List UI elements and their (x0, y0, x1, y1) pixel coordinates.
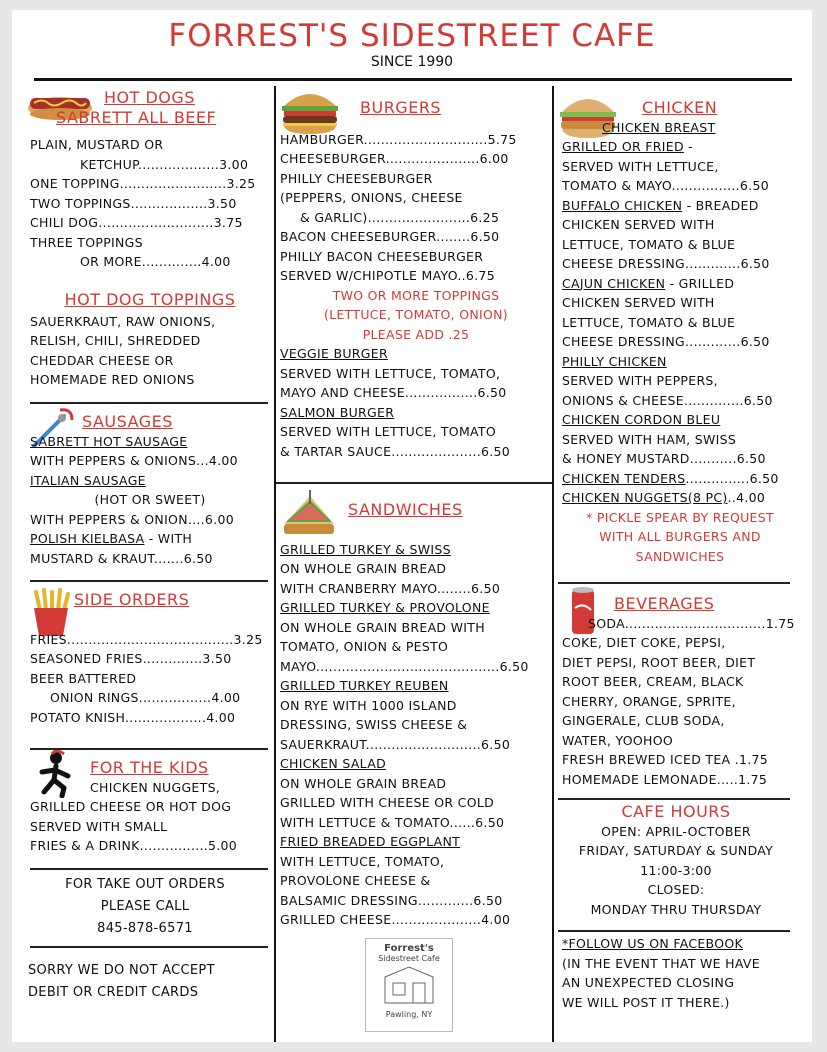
since-label: SINCE 1990 (370, 54, 454, 70)
sandwiches-section (280, 500, 552, 930)
pickle-note: WITH ALL BURGERS AND (599, 529, 761, 544)
chicken-item: CHEESE DRESSING.............6.50 (562, 256, 770, 271)
kids-line: GRILLED CHEESE OR HOT DOG (30, 799, 232, 814)
chicken-item-name: BUFFALO CHICKEN (562, 197, 683, 213)
toppings-note: TWO OR MORE TOPPINGS (332, 287, 500, 303)
sandwich-item: PROVOLONE CHEESE & (280, 873, 431, 888)
toppings-line: RELISH, CHILI, SHREDDED (30, 333, 201, 348)
takeout-line: PLEASE CALL (100, 899, 190, 914)
section-divider (558, 930, 790, 932)
chicken-item: ONIONS & CHEESE..............6.50 (562, 392, 773, 408)
section-divider (276, 482, 552, 484)
kids-section (30, 758, 270, 856)
sausage-item: WITH PEPPERS & ONION....6.00 (30, 511, 234, 527)
sandwich-item: MAYO...........................................6.50 (280, 658, 529, 674)
hot-dogs-section (30, 88, 270, 272)
takeout-phone: 845-878-6571 (97, 921, 193, 936)
toppings-line: HOMEMADE RED ONIONS (30, 372, 195, 387)
pickle-note: * PICKLE SPEAR BY REQUEST (586, 509, 774, 525)
sandwich-item: WITH LETTUCE & TOMATO......6.50 (280, 814, 505, 830)
payment-line: SORRY WE DO NOT ACCEPT (28, 963, 215, 978)
chicken-item: ..4.00 (727, 490, 766, 505)
beverage-item: COKE, DIET COKE, PEPSI, (562, 635, 726, 650)
sides-heading: SIDE ORDERS (74, 590, 190, 609)
cafe-title: FORREST'S SIDESTREET CAFE (168, 18, 656, 54)
side-item: POTATO KNISH...................4.00 (30, 709, 236, 725)
chicken-item: - GRILLED (665, 275, 735, 291)
sausage-item: MUSTARD & KRAUT.......6.50 (30, 550, 213, 566)
beverage-item: HOMEMADE LEMONADE.....1.75 (562, 771, 768, 787)
chicken-item-name: CHICKEN BREAST (602, 119, 716, 135)
sandwich-item: WITH LETTUCE, TOMATO, (280, 853, 445, 869)
beverage-item: CHERRY, ORANGE, SPRITE, (562, 693, 736, 709)
logo-sub: Sidestreet Cafe (378, 954, 440, 963)
facebook-line: WE WILL POST IT THERE.) (562, 994, 730, 1010)
sandwich-item: ON WHOLE GRAIN BREAD WITH (280, 619, 485, 635)
hot-dog-item: THREE TOPPINGS (30, 234, 143, 250)
chicken-item-name: CHICKEN CORDON BLEU (562, 412, 721, 427)
hot-dog-item: CHILI DOG...........................3.75 (30, 215, 243, 230)
hours-line: FRIDAY, SATURDAY & SUNDAY (578, 843, 774, 858)
side-item: ONION RINGS.................4.00 (50, 690, 241, 705)
chicken-item: CHICKEN SERVED WITH (562, 295, 715, 310)
payment-notice (28, 960, 274, 1004)
chicken-item: ...............6.50 (685, 470, 779, 486)
beverage-item: WATER, YOOHOO (562, 732, 674, 748)
burger-item: & TARTAR SAUCE.....................6.50 (280, 443, 511, 459)
sandwich-item: ON WHOLE GRAIN BREAD (280, 561, 447, 576)
hot-dog-item: KETCHUP...................3.00 (80, 156, 249, 172)
chicken-item: - BREADED (682, 197, 759, 213)
beverages-section (562, 594, 798, 789)
menu-page (12, 10, 812, 1042)
sandwich-item: SAUERKRAUT...........................6.50 (280, 736, 511, 752)
kids-heading: FOR THE KIDS (90, 758, 209, 777)
sandwich-item-name: FRIED BREADED EGGPLANT (280, 834, 461, 849)
hours-section (558, 802, 794, 919)
sandwich-item: TOMATO, ONION & PESTO (280, 639, 449, 654)
sandwich-item-name: CHICKEN SALAD (280, 756, 387, 771)
burger-item: PHILLY BACON CHEESEBURGER (280, 248, 484, 264)
chicken-item: LETTUCE, TOMATO & BLUE (562, 236, 736, 252)
hot-dog-item: TWO TOPPINGS..................3.50 (30, 195, 237, 211)
toppings-line: SAUERKRAUT, RAW ONIONS, (30, 313, 216, 329)
toppings-heading: HOT DOG TOPPINGS (64, 290, 236, 309)
facebook-link[interactable]: *FOLLOW US ON FACEBOOK (562, 936, 743, 951)
burger-item: SERVED W/CHIPOTLE MAYO..6.75 (280, 268, 495, 283)
burgers-heading: BURGERS (360, 98, 442, 117)
hours-line: 11:00-3:00 (640, 862, 712, 878)
sausage-item-name: SABRETT HOT SAUSAGE (30, 433, 188, 449)
beverage-item: ROOT BEER, CREAM, BLACK (562, 674, 744, 689)
hours-heading: CAFE HOURS (621, 802, 731, 821)
burger-item: (PEPPERS, ONIONS, CHEESE (280, 190, 463, 205)
column-divider-right (552, 86, 554, 1042)
kids-line: FRIES & A DRINK................5.00 (30, 838, 238, 853)
burgers-section (280, 98, 552, 461)
takeout-line: FOR TAKE OUT ORDERS (65, 877, 225, 892)
facebook-notice (562, 934, 798, 1012)
chicken-item-name: PHILLY CHICKEN (562, 353, 667, 369)
burger-item: BACON CHEESEBURGER........6.50 (280, 229, 500, 244)
sausage-item-name: ITALIAN SAUSAGE (30, 472, 146, 488)
section-divider (558, 798, 790, 800)
sandwich-item: DRESSING, SWISS CHEESE & (280, 717, 468, 732)
sides-section (30, 590, 270, 727)
storefront-sketch-icon (379, 963, 439, 1007)
sandwich-item-name: GRILLED TURKEY REUBEN (280, 678, 449, 693)
kids-line: CHICKEN NUGGETS, (90, 779, 221, 795)
chicken-item: TOMATO & MAYO................6.50 (562, 178, 769, 193)
hot-dogs-subheading: SABRETT ALL BEEF (56, 107, 217, 127)
hot-dog-item: PLAIN, MUSTARD OR (30, 137, 164, 152)
burger-item: SERVED WITH LETTUCE, TOMATO, (280, 365, 501, 381)
logo-location: Pawling, NY (385, 1010, 433, 1019)
chicken-item-name: CHICKEN TENDERS (562, 470, 686, 486)
chicken-item: LETTUCE, TOMATO & BLUE (562, 314, 736, 330)
chicken-item: CHICKEN SERVED WITH (562, 217, 715, 232)
section-divider (30, 868, 268, 870)
sandwich-item-name: GRILLED TURKEY & PROVOLONE (280, 600, 490, 615)
hours-line: MONDAY THRU THURSDAY (590, 901, 762, 917)
chicken-item: SERVED WITH PEPPERS, (562, 373, 718, 388)
hot-dog-item: ONE TOPPING.........................3.25 (30, 176, 256, 191)
beverage-item: FRESH BREWED ICED TEA .1.75 (562, 752, 768, 767)
sausage-item-name: POLISH KIELBASA (30, 531, 145, 546)
sausage-item: (HOT OR SWEET) (94, 492, 206, 507)
chicken-item: CHEESE DRESSING.............6.50 (562, 334, 770, 349)
sandwich-item: BALSAMIC DRESSING.............6.50 (280, 892, 503, 908)
toppings-line: CHEDDAR CHEESE OR (30, 352, 174, 368)
hot-dogs-heading: HOT DOGS (104, 88, 195, 107)
logo-name: Forrest's (384, 943, 434, 954)
chicken-item: SERVED WITH LETTUCE, (562, 158, 719, 174)
hours-line: OPEN: APRIL-OCTOBER (601, 823, 751, 839)
burger-item: SERVED WITH LETTUCE, TOMATO (280, 424, 496, 439)
side-item: SEASONED FRIES..............3.50 (30, 651, 232, 666)
sandwiches-heading: SANDWICHES (348, 500, 463, 519)
sandwich-item: ON WHOLE GRAIN BREAD (280, 775, 447, 791)
sandwich-item: ON RYE WITH 1000 ISLAND (280, 697, 457, 713)
chicken-heading: CHICKEN (642, 98, 718, 117)
sausages-section (30, 412, 270, 568)
chicken-section (562, 98, 798, 566)
payment-line: DEBIT OR CREDIT CARDS (28, 985, 199, 1000)
side-item: FRIES.......................................3.25 (30, 631, 263, 647)
chicken-item: - (683, 139, 693, 154)
kids-line: SERVED WITH SMALL (30, 818, 168, 834)
section-divider (30, 580, 268, 582)
pickle-note: SANDWICHES (635, 548, 725, 564)
sandwich-item: GRILLED CHEESE.....................4.00 (280, 912, 511, 927)
burger-item: MAYO AND CHEESE.................6.50 (280, 385, 507, 400)
beverage-item: DIET PEPSI, ROOT BEER, DIET (562, 654, 756, 670)
side-item: BEER BATTERED (30, 670, 137, 686)
chicken-item-name: CHICKEN NUGGETS(8 PC) (562, 490, 728, 505)
top-divider (34, 78, 792, 81)
burger-item: & GARLIC)........................6.25 (300, 209, 500, 225)
sandwich-item: GRILLED WITH CHEESE OR COLD (280, 795, 495, 810)
chicken-item: SERVED WITH HAM, SWISS (562, 431, 737, 447)
sandwich-item: WITH CRANBERRY MAYO........6.50 (280, 580, 501, 596)
sausages-heading: SAUSAGES (82, 412, 173, 431)
burger-item: PHILLY CHEESEBURGER (280, 170, 433, 186)
sausage-item: WITH PEPPERS & ONIONS...4.00 (30, 453, 238, 468)
chicken-item-name: GRILLED OR FRIED (562, 139, 684, 154)
section-divider (30, 946, 268, 948)
burger-item-name: SALMON BURGER (280, 404, 395, 420)
column-divider-left (274, 86, 276, 1042)
beverage-item: SODA.................................1.75 (588, 615, 795, 631)
sandwich-item-name: GRILLED TURKEY & SWISS (280, 541, 451, 557)
takeout-section (30, 874, 260, 940)
burger-item-name: VEGGIE BURGER (280, 346, 388, 361)
hours-line: CLOSED: (647, 882, 705, 897)
chicken-item-name: CAJUN CHICKEN (562, 275, 666, 291)
burger-item: CHEESEBURGER......................6.00 (280, 151, 509, 166)
toppings-section (30, 290, 270, 390)
toppings-note: PLEASE ADD .25 (362, 326, 470, 342)
hot-dog-item: OR MORE..............4.00 (80, 254, 231, 269)
beverages-heading: BEVERAGES (614, 594, 715, 613)
facebook-line: (IN THE EVENT THAT WE HAVE (562, 955, 760, 971)
chicken-item: & HONEY MUSTARD...........6.50 (562, 451, 766, 466)
cafe-logo (365, 938, 453, 1032)
beverage-item: GINGERALE, CLUB SODA, (562, 713, 725, 728)
burger-item: HAMBURGER.............................5.75 (280, 131, 517, 147)
toppings-note: (LETTUCE, TOMATO, ONION) (324, 307, 508, 322)
facebook-line: AN UNEXPECTED CLOSING (562, 975, 735, 990)
sausage-item: - WITH (144, 531, 193, 546)
